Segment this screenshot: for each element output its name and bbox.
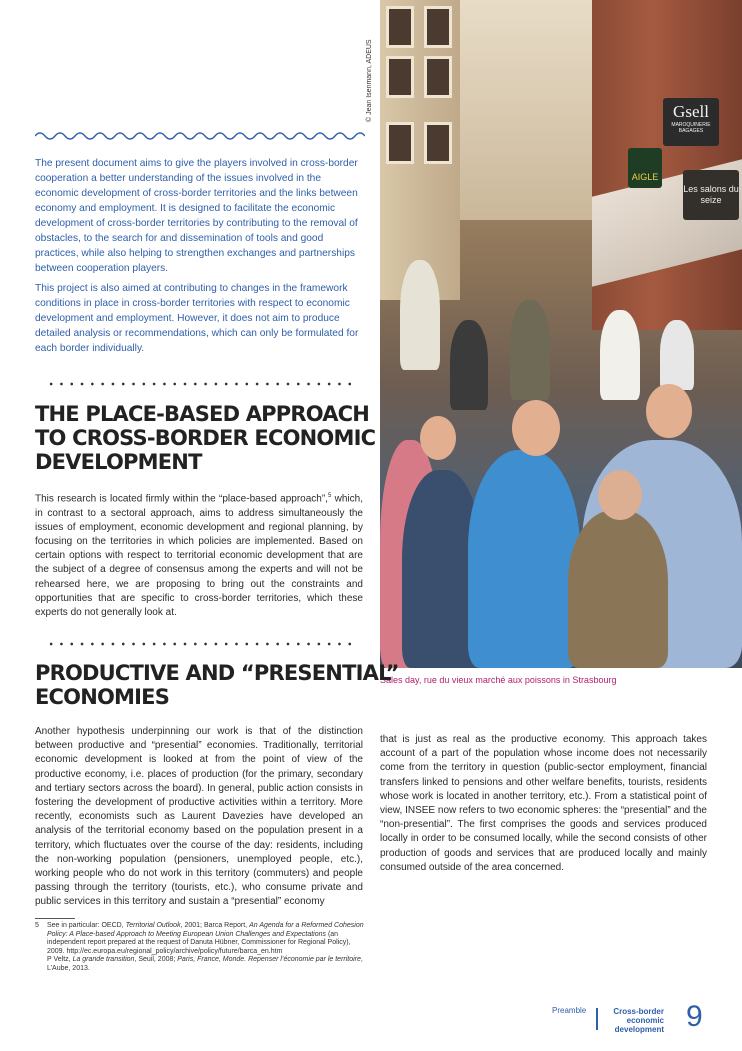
pedestrian	[600, 310, 640, 400]
building-left	[380, 0, 460, 300]
wave-divider	[35, 130, 365, 142]
page-number: 9	[686, 1000, 703, 1033]
shop-sign-aigle: AIGLE	[628, 148, 662, 188]
pedestrian	[400, 260, 440, 370]
footnote-rule	[35, 918, 75, 919]
intro-paragraph-2: This project is also aimed at contributing to changes in the framework conditions in place in cross-border territories with respect to economic development and employment. However, it does not aim to produce detailed analysis or recommendations, which can only be formulated for each border individually.	[35, 283, 359, 354]
building-middle	[460, 0, 592, 220]
intro-text	[35, 156, 365, 361]
footer-section-title: Cross-border economic development	[613, 1007, 664, 1034]
dotted-divider	[46, 642, 352, 646]
pedestrian	[660, 320, 694, 390]
window	[424, 6, 452, 48]
footer-preamble-label: Preamble	[552, 1006, 587, 1015]
pedestrian-head	[598, 470, 642, 520]
footnote-text-a: See in particular: OECD, Territorial Outlook, 2001; Barca Report, An Agenda for a Reformed Cohesion Policy: A Place-based Approach to Meeting European Union Challenges and Expectations (an independent report prepared at the request of Danuta Hübner, Commissioner for Regional Policy), 2009. http://ec.europa.eu/regional_policy/archive/policy/future/barca_en.htm	[47, 922, 364, 955]
street-photo	[380, 0, 742, 668]
section-body-place-based: This research is located firmly within the “place-based approach”,$^5$ which, in contrast to a sectoral approach, aims to address simultaneously the issues of employment, economic development and regional planning, by focusing on the territories in which policies are implemented. Based on certain options with respect to territorial economic development that are the subject of a degree of consensus among the experts and will not be rehearsed here, we are proposing to bring out the constraints and opportunities that are specific to cross-border territories, which these experts do not generally look at.	[35, 493, 363, 618]
footnote	[35, 922, 365, 974]
pedestrian-head	[512, 400, 560, 456]
shop-sign-salons: Les salons du seize	[683, 170, 739, 220]
intro-paragraph-1: The present document aims to give the players involved in cross-border cooperation a better understanding of the issues involved in the economic development of cross-border territories and the links between economy and employment. It is designed to facilitate the economic development of cross-border territories by contributing to the removal of obstacles, to the search for and dissemination of tools and good practices, while also helping to strengthen exchanges and partnerships between cooperation players.	[35, 158, 358, 274]
section-body-right-column: that is just as real as the productive economy. This approach takes account of a part of the population whose income does not necessarily come from the territory in question (public-sector employment, financial transfers linked to pensions and other welfare benefits, tourists, residents whose work is located in another territory, etc.). From a statistical point of view, INSEE now refers to two economic spheres: the “presential” and the “non-presential”. The first comprises the goods and services produced locally in order to be consumed locally, while the second consists of other production of goods and services that are produced locally and mainly consumed outside of the area concerned.	[380, 734, 707, 873]
dotted-divider	[46, 382, 352, 386]
pedestrian	[510, 300, 550, 400]
section-body-left-column: Another hypothesis underpinning our work is that of the distinction between productive and “presential” economies. Traditionally, territorial economic development is looked at from the point of view of the productive economy, i.e. places of production (for the primary, secondary and tertiary sectors across the board). In general, public action consists in fostering the development of productive activities within a territory. More recently, economists such as Laurent Davezies have developed an analysis of the territorial economy based on the population present in a territory, which fluctuates over the course of the day: residents, including the non-working population (pensioners, unemployed people, etc.), working people who do not work in this territory (commuters) and people passing through the territory (tourists, etc.), who consume private and public services in this territory and sustain a “presential” economy	[35, 726, 363, 908]
pedestrian	[468, 450, 580, 668]
window	[386, 56, 414, 98]
footer-separator	[596, 1008, 598, 1030]
window	[386, 122, 414, 164]
window	[424, 122, 452, 164]
footnote-reference[interactable]: 5	[327, 493, 332, 499]
shop-sign-gsell: Gsell MAROQUINERIE BAGAGES	[663, 98, 719, 146]
footnote-number: 5	[35, 922, 39, 929]
pedestrian-head	[646, 384, 692, 438]
pedestrian-head	[420, 416, 456, 460]
pedestrian	[450, 320, 488, 410]
window	[386, 6, 414, 48]
section-heading-place-based: THE PLACE-BASED APPROACH TO CROSS-BORDER ECONOMIC DEVELOPMENT	[35, 402, 376, 474]
photo-caption: Sales day, rue du vieux marché aux poissons in Strasbourg	[380, 675, 617, 685]
pedestrian	[568, 510, 668, 668]
footnote-text-b: P Veltz, La grande transition, Seuil, 2008; Paris, France, Monde. Repenser l’économie par le territoire, L’Aube, 2013.	[47, 956, 363, 972]
window	[424, 56, 452, 98]
section-heading-productive-presential: PRODUCTIVE AND “PRESENTIAL” ECONOMIES	[35, 661, 399, 709]
